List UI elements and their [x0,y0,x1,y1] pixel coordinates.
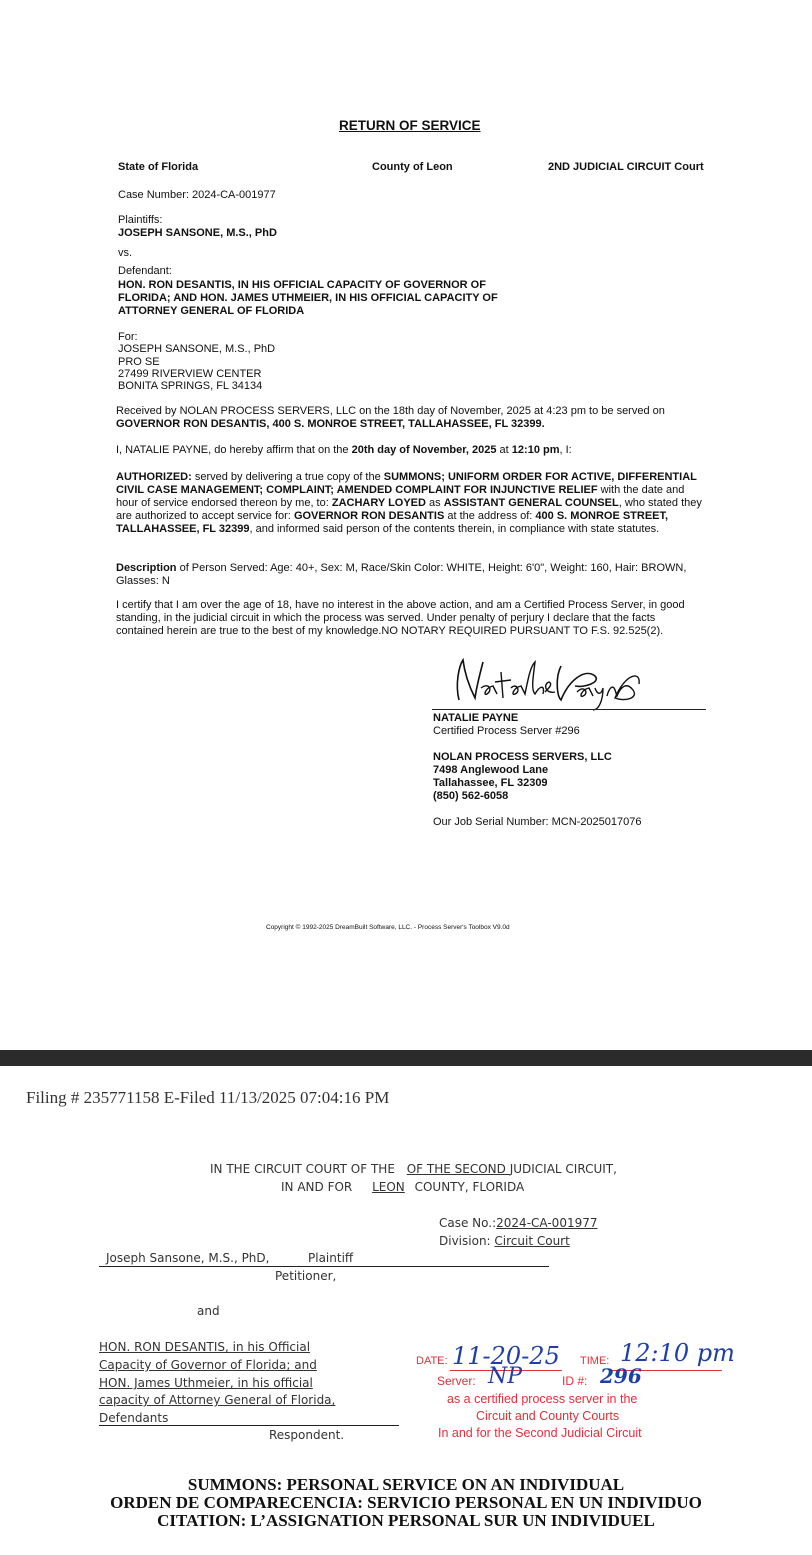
court-line-2 [281,1180,524,1194]
court-line-text: IN AND FOR [281,1180,357,1194]
summons-title-spanish: ORDEN DE COMPARECENCIA: SERVICIO PERSONAL EN UN INDIVIDUO [110,1493,702,1512]
served-for: GOVERNOR RON DESANTIS [293,510,445,522]
division-value: Circuit Court [494,1234,570,1248]
defendant-line: FLORIDA; AND HON. JAMES UTHMEIER, IN HIS OFFICIAL CAPACITY OF [118,292,498,304]
summons-title: SUMMONS: PERSONAL SERVICE ON AN INDIVIDUAL [187,1475,625,1494]
received-address: GOVERNOR RON DESANTIS, 400 S. MONROE STREET, TALLAHASSEE, FL 32399. [116,418,545,430]
for-line: PRO SE [118,356,160,368]
authorized-text: , and informed said person of the contents therein, in compliance with state statutes. [249,523,660,535]
county-label: County of Leon [372,161,453,173]
served-person: ZACHARY LOYED [331,497,426,509]
stamp-date-value: 11-20-25 [452,1342,560,1370]
court-label: 2ND JUDICIAL CIRCUIT Court [548,161,704,173]
stamp-time-value: 12:10 pm [620,1339,735,1367]
defendant-label: Defendant: [118,265,172,277]
company-line: Tallahassee, FL 32309 [433,777,548,789]
certify-paragraph: I certify that I am over the age of 18, have no interest in the above action, and am a Certified Process Server, in good standing, in the judicial circuit in which the process was served. Under penalty of perjury I declare that the facts contained herein are true to the best of my knowledge.NO NOTARY REQUIRED PURSUANT TO F.S. 92.525(2). [116,599,685,637]
state-label: State of Florida [118,161,199,173]
authorized-paragraph [116,471,706,536]
stamp-server-label: Server: [437,1374,476,1388]
authorized-text: as [425,497,444,509]
authorized-text: served by delivering a true copy of the [191,471,384,483]
respondent-label: Respondent. [269,1428,345,1442]
stamp-id-value: 296 [600,1364,642,1388]
authorized-text: at the address of: [444,510,536,522]
authorized-text: with the date and hour of service endorsed thereon by me, to: [116,484,685,509]
authorized-label: AUTHORIZED: [116,471,192,483]
for-line: 27499 RIVERVIEW CENTER [118,368,262,380]
served-documents: SUMMONS; UNIFORM ORDER FOR ACTIVE, DIFFERENTIAL CIVIL CASE MANAGEMENT; COMPLAINT; AMENDED COMPLAINT FOR INJUNCTIVE RELIEF [116,471,697,496]
description-label: Description [116,562,177,574]
page-title: RETURN OF SERVICE [339,118,481,133]
filing-header: Filing # 235771158 E-Filed 11/13/2025 07:04:16 PM [26,1088,390,1107]
copyright-footer: Copyright © 1992-2025 DreamBuilt Software, LLC. - Process Server's Toolbox V9.0d [266,924,510,931]
stamp-date-label: DATE: [416,1355,448,1367]
summons-title-french: CITATION: L’ASSIGNATION PERSONAL SUR UN INDIVIDUEL [157,1511,655,1530]
respondent-line: HON. RON DESANTIS, in his Official [99,1340,311,1354]
server-name: NATALIE PAYNE [433,712,519,724]
stamp-server-value: NP [488,1364,523,1389]
affirm-paragraph [116,444,706,457]
and-text: and [197,1304,220,1318]
received-paragraph [116,405,706,431]
description-text: of Person Served: Age: 40+, Sex: M, Race/Skin Color: WHITE, Height: 6'0", Weight: 160, Hair: BROWN, Glasses: N [116,562,687,587]
division-label: Division: [439,1234,495,1248]
county-fill: LEON [372,1180,405,1194]
stamp-line: as a certified process server in the [447,1392,638,1406]
for-line: JOSEPH SANSONE, M.S., PhD [118,343,276,355]
server-title: Certified Process Server #296 [433,725,580,737]
job-serial-number: Our Job Serial Number: MCN-2025017076 [433,816,642,828]
defendant-line: ATTORNEY GENERAL OF FLORIDA [118,305,305,317]
petitioner-name: Joseph Sansone, M.S., PhD, [106,1251,270,1265]
petitioner-underline [99,1266,549,1267]
received-text: Received by NOLAN PROCESS SERVERS, LLC on the 18th day of November, 2025 at 4:23 pm to be served on [116,405,665,417]
stamp-line: In and for the Second Judicial Circuit [438,1426,642,1440]
company-line: NOLAN PROCESS SERVERS, LLC [433,751,612,763]
case-no-label: Case No.: [439,1216,497,1230]
for-line: BONITA SPRINGS, FL 34134 [118,380,263,392]
case-no-value: 2024-CA-001977 [496,1216,598,1230]
division [439,1234,570,1248]
plaintiff-name: JOSEPH SANSONE, M.S., PhD [118,227,277,239]
service-date: 20th day of November, 2025 [351,444,497,456]
handwritten-signature [445,654,645,712]
company-line: (850) 562-6058 [433,790,509,802]
petitioner-label: Petitioner, [275,1269,337,1283]
service-time: 12:10 pm [511,444,560,456]
court-line-1 [210,1162,617,1176]
case-number: Case Number: 2024-CA-001977 [118,189,276,201]
respondent-line: capacity of Attorney General of Florida, [99,1393,336,1407]
summons-page [0,1066,812,1555]
affirm-mid: at [496,444,512,456]
stamp-time-label: TIME: [580,1355,610,1367]
company-line: 7498 Anglewood Lane [433,764,549,776]
respondent-line: Defendants [99,1411,169,1425]
court-line-text: IN THE CIRCUIT COURT OF THE [210,1162,399,1176]
served-role: ASSISTANT GENERAL COUNSEL [443,497,619,509]
description-paragraph [116,562,706,588]
page-separator [0,1050,812,1066]
versus-text: vs. [118,247,133,259]
defendant-line: HON. RON DESANTIS, IN HIS OFFICIAL CAPACITY OF GOVERNOR OF [118,279,486,291]
plaintiffs-label: Plaintiffs: [118,214,163,226]
respondent-underline [99,1425,399,1426]
petitioner-role: Plaintiff [308,1251,354,1265]
respondent-line: HON. James Uthmeier, in his official [99,1376,313,1390]
court-line-text: COUNTY, FLORIDA [410,1180,525,1194]
circuit-fill: OF THE SECOND [406,1162,510,1176]
authorized-text: , who stated they are authorized to accept service for: [116,497,702,522]
case-no [439,1216,598,1230]
served-address: 400 S. MONROE STREET, TALLAHASSEE, FL 32399 [116,510,669,535]
respondent-line: Capacity of Governor of Florida; and [99,1358,317,1372]
stamp-id-label: ID #: [562,1374,588,1388]
for-label: For: [118,331,138,343]
signature-line [432,709,706,710]
affirm-prefix: I, NATALIE PAYNE, do hereby affirm that on the [116,444,352,456]
court-line-text: JUDICIAL CIRCUIT, [509,1162,617,1176]
stamp-line: Circuit and County Courts [476,1409,620,1423]
affirm-suffix: , I: [559,444,572,456]
